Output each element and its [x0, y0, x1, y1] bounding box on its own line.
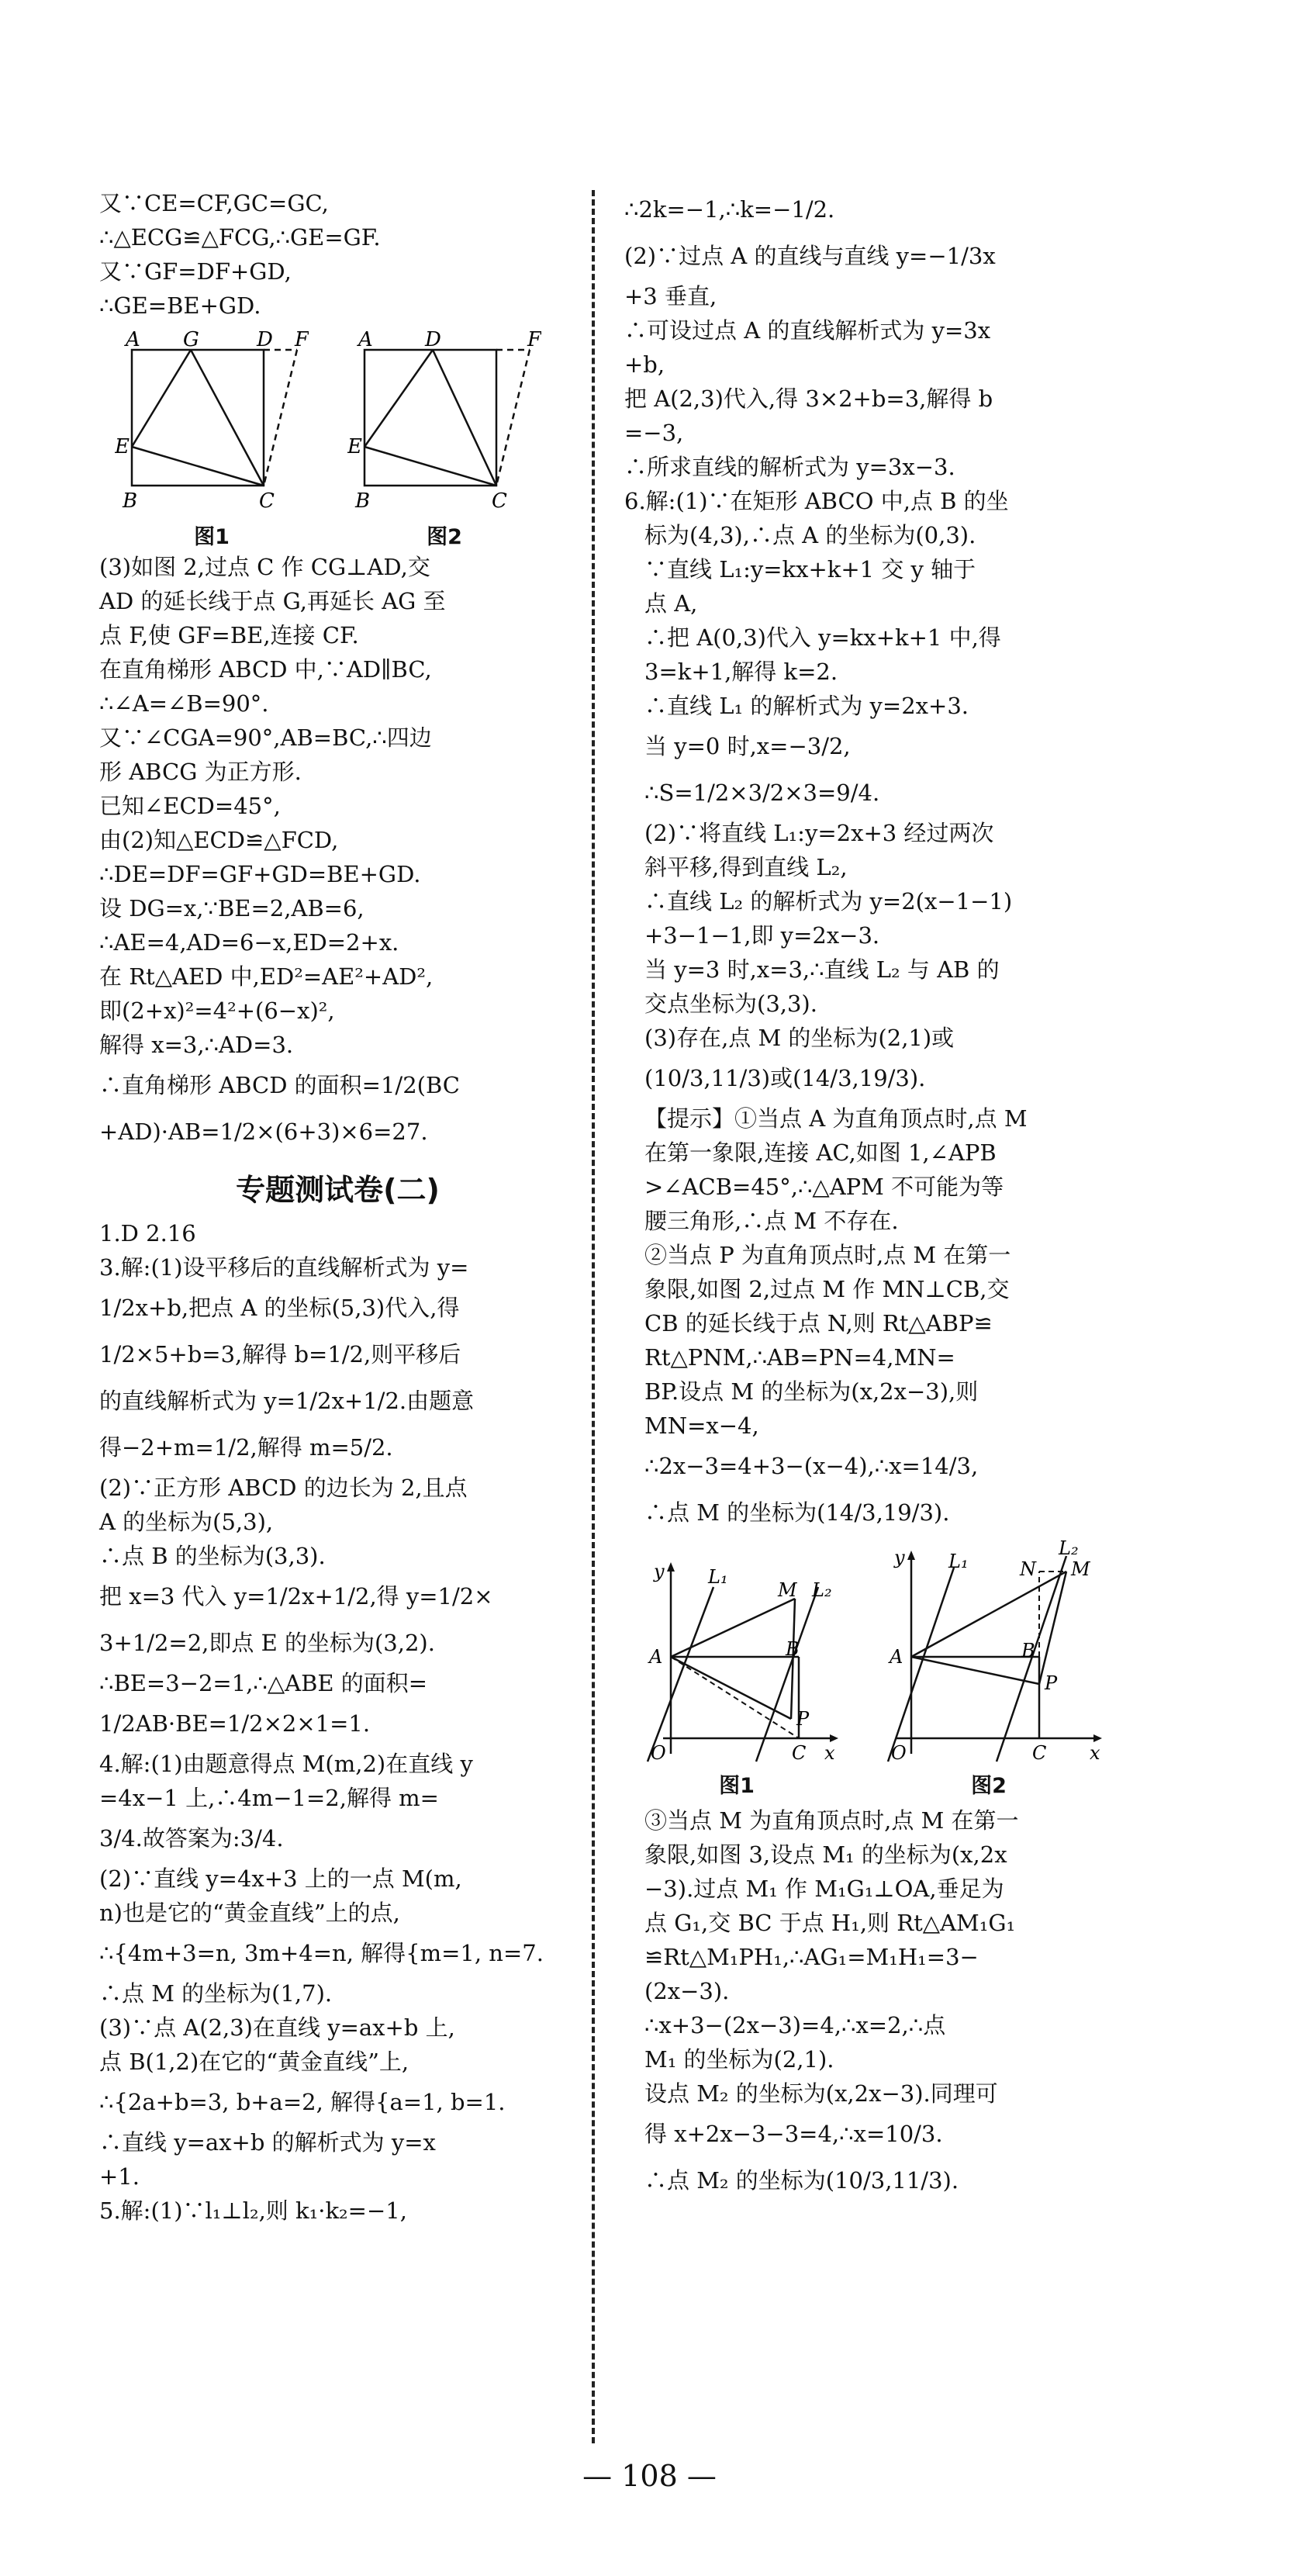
text-line: =−3, [624, 420, 684, 446]
figure-2-caption: 图2 [427, 525, 462, 549]
text-line: 在直角梯形 ABCD 中,∵AD∥BC, [99, 656, 432, 683]
text-line: n)也是它的“黄金直线”上的点, [99, 1900, 400, 1926]
label-L1: L₁ [708, 1566, 728, 1588]
text-line: Rt△PNM,∴AB=PN=4,MN= [644, 1344, 955, 1371]
text-line: ∴把 A(0,3)代入 y=kx+k+1 中,得 [644, 624, 1001, 651]
text-line: ∴BE=3−2=1,∴△ABE 的面积= [99, 1670, 428, 1696]
text-line: ∴△ECG≌△FCG,∴GE=GF. [99, 224, 381, 251]
label-L2: L₂ [812, 1579, 832, 1601]
text-line: (3)存在,点 M 的坐标为(2,1)或 [644, 1025, 955, 1051]
label-B: B [123, 489, 138, 513]
text-line: 交点坐标为(3,3). [644, 991, 817, 1017]
text-line: 3/4.故答案为:3/4. [99, 1825, 284, 1852]
figure-2-diagram [347, 330, 541, 517]
text-line: 当 y=0 时,x=−3/2, [644, 733, 851, 759]
text-line: ∴所求直线的解析式为 y=3x−3. [624, 454, 955, 480]
text-line: 得−2+m=1/2,解得 m=5/2. [99, 1434, 393, 1461]
text-line: 【提示】①当点 A 为直角顶点时,点 M [644, 1105, 1028, 1132]
text-line: ∴S=1/2×3/2×3=9/4. [644, 780, 880, 806]
left-mid-text [99, 550, 576, 1155]
text-line: ∴直线 L₂ 的解析式为 y=2(x−1−1) [644, 888, 1013, 915]
text-line: +1. [99, 2163, 140, 2190]
left-top-text [99, 186, 576, 323]
text-line: 象限,如图 3,设点 M₁ 的坐标为(x,2x [644, 1841, 1007, 1868]
text-line: 1/2AB·BE=1/2×2×1=1. [99, 1710, 371, 1737]
text-line: 点 F,使 GF=BE,连接 CF. [99, 622, 359, 648]
text-line: +AD)·AB=1/2×(6+3)×6=27. [99, 1119, 428, 1145]
right-column [624, 186, 1101, 2204]
text-line: ∴可设过点 A 的直线解析式为 y=3x [624, 317, 991, 344]
text-line: 点 G₁,交 BC 于点 H₁,则 Rt△AM₁G₁ [644, 1910, 1016, 1936]
right-top-text [624, 186, 1101, 1536]
coord-figure-2-diagram [872, 1540, 1105, 1765]
label-x: x [1090, 1742, 1100, 1764]
text-line: 又∵GF=DF+GD, [99, 258, 292, 285]
text-line: +b, [624, 351, 665, 378]
label-y: y [894, 1547, 905, 1568]
text-line: 斜平移,得到直线 L₂, [644, 854, 848, 880]
text-line: (2)∵将直线 L₁:y=2x+3 经过两次 [644, 820, 994, 846]
text-line: 1/2x+b,把点 A 的坐标(5,3)代入,得 [99, 1295, 460, 1321]
figure-1-caption: 图1 [194, 525, 230, 549]
text-line: ∴点 M 的坐标为(1,7). [99, 1980, 333, 2007]
text-line: +3 垂直, [624, 283, 717, 309]
right-bottom-text [624, 1803, 1101, 2204]
text-line: 5.解:(1)∵l₁⊥l₂,则 k₁·k₂=−1, [99, 2197, 407, 2224]
text-line: −3).过点 M₁ 作 M₁G₁⊥OA,垂足为 [644, 1876, 1004, 1902]
coord-figure-1-diagram [632, 1540, 841, 1765]
text-line: ∴AE=4,AD=6−x,ED=2+x. [99, 929, 399, 956]
text-line: 6.解:(1)∵在矩形 ABCO 中,点 B 的坐 [624, 488, 1009, 514]
text-line: ∴点 M 的坐标为(14/3,19/3). [644, 1499, 950, 1526]
label-P: P [1045, 1672, 1058, 1694]
text-line: ∴直线 L₁ 的解析式为 y=2x+3. [644, 693, 969, 719]
coordinate-figures [632, 1540, 1101, 1799]
label-D: D [425, 330, 441, 351]
text-line: 象限,如图 2,过点 M 作 MN⊥CB,交 [644, 1276, 1010, 1302]
text-line: 由(2)知△ECD≌△FCD, [99, 827, 339, 853]
label-B: B [1021, 1640, 1035, 1661]
page-number: — 108 — [582, 2459, 717, 2493]
coord-figure-1 [632, 1540, 841, 1799]
text-line: 点 A, [644, 590, 698, 617]
figure-2 [347, 330, 541, 550]
label-y: y [654, 1561, 665, 1582]
text-line: A 的坐标为(5,3), [99, 1509, 274, 1535]
left-bottom-text [99, 1216, 576, 2228]
label-B: B [355, 489, 371, 513]
text-line: ∴{4m+3=n, 3m+4=n, 解得{m=1, n=7. [99, 1940, 544, 1966]
text-line: 1/2×5+b=3,解得 b=1/2,则平移后 [99, 1341, 461, 1368]
label-C: C [1032, 1742, 1047, 1764]
label-F: F [527, 330, 541, 351]
label-A: A [649, 1646, 663, 1668]
label-F: F [295, 330, 309, 351]
label-N: N [1020, 1558, 1036, 1580]
label-A: A [126, 330, 140, 351]
text-line: CB 的延长线于点 N,则 Rt△ABP≌ [644, 1310, 993, 1336]
figure-1 [115, 330, 309, 550]
text-line: ≌Rt△M₁PH₁,∴AG₁=M₁H₁=3− [644, 1944, 979, 1970]
text-line: 即(2+x)²=4²+(6−x)², [99, 998, 335, 1024]
text-line: M₁ 的坐标为(2,1). [644, 2046, 834, 2073]
label-A: A [358, 330, 373, 351]
text-line: 形 ABCG 为正方形. [99, 759, 302, 785]
text-line: ②当点 P 为直角顶点时,点 M 在第一 [644, 1242, 1011, 1268]
text-line: 点 B(1,2)在它的“黄金直线”上, [99, 2049, 409, 2075]
text-line: 又∵∠CGA=90°,AB=BC,∴四边 [99, 724, 432, 751]
text-line: 标为(4,3),∴点 A 的坐标为(0,3). [644, 522, 976, 548]
text-line: 在 Rt△AED 中,ED²=AE²+AD², [99, 963, 434, 990]
text-line: 3=k+1,解得 k=2. [644, 659, 838, 685]
text-line: =4x−1 上,∴4m−1=2,解得 m= [99, 1785, 439, 1811]
text-line: 1.D 2.16 [99, 1220, 196, 1247]
label-D: D [257, 330, 273, 351]
text-line: (2)∵过点 A 的直线与直线 y=−1/3x [624, 243, 996, 269]
coord-figure-2 [872, 1540, 1105, 1799]
coord-figure-1-caption: 图1 [719, 1774, 755, 1798]
square-figures [115, 330, 576, 550]
text-line: 当 y=3 时,x=3,∴直线 L₂ 与 AB 的 [644, 956, 1000, 983]
label-A: A [890, 1646, 903, 1668]
text-line: 腰三角形,∴点 M 不存在. [644, 1208, 899, 1234]
text-line: 在第一象限,连接 AC,如图 1,∠APB [644, 1139, 997, 1166]
left-column [99, 186, 576, 2228]
text-line: (2)∵直线 y=4x+3 上的一点 M(m, [99, 1865, 462, 1892]
section-title: 专题测试卷(二) [236, 1173, 440, 1207]
text-line: 设 DG=x,∵BE=2,AB=6, [99, 895, 364, 921]
text-line: ∴直角梯形 ABCD 的面积=1/2(BC [99, 1072, 460, 1098]
text-line: (3)∵点 A(2,3)在直线 y=ax+b 上, [99, 2014, 455, 2041]
text-line: MN=x−4, [644, 1412, 759, 1439]
text-line: ③当点 M 为直角顶点时,点 M 在第一 [644, 1807, 1019, 1834]
label-M: M [1071, 1558, 1090, 1580]
label-L1: L₁ [948, 1551, 969, 1572]
text-line: 3.解:(1)设平移后的直线解析式为 y= [99, 1254, 469, 1281]
label-B: B [786, 1638, 800, 1660]
text-line: 把 A(2,3)代入,得 3×2+b=3,解得 b [624, 386, 993, 412]
text-line: ∴GE=BE+GD. [99, 292, 261, 319]
label-G: G [183, 330, 199, 351]
coord-figure-2-caption: 图2 [971, 1774, 1007, 1798]
text-line: ∴2x−3=4+3−(x−4),∴x=14/3, [644, 1453, 979, 1479]
text-line: 的直线解析式为 y=1/2x+1/2.由题意 [99, 1388, 475, 1414]
text-line: ∴直线 y=ax+b 的解析式为 y=x [99, 2129, 436, 2156]
text-line: (2x−3). [644, 1978, 730, 2004]
text-line: >∠ACB=45°,∴△APM 不可能为等 [644, 1174, 1004, 1200]
text-line: 得 x+2x−3−3=4,∴x=10/3. [644, 2121, 943, 2147]
column-divider [592, 190, 595, 2443]
label-C: C [492, 489, 507, 513]
text-line: AD 的延长线于点 G,再延长 AG 至 [99, 588, 446, 614]
label-P: P [796, 1708, 810, 1730]
text-line: 又∵CE=CF,GC=GC, [99, 190, 329, 216]
text-line: ∴DE=DF=GF+GD=BE+GD. [99, 861, 421, 887]
label-M: M [778, 1579, 797, 1601]
text-line: BP.设点 M 的坐标为(x,2x−3),则 [644, 1378, 979, 1405]
label-E: E [115, 435, 130, 458]
text-line: ∴点 M₂ 的坐标为(10/3,11/3). [644, 2167, 959, 2194]
text-line: ∴2k=−1,∴k=−1/2. [624, 196, 835, 223]
text-line: ∵直线 L₁:y=kx+k+1 交 y 轴于 [644, 556, 976, 583]
label-x: x [824, 1742, 835, 1764]
text-line: 已知∠ECD=45°, [99, 793, 281, 819]
text-line: 设点 M₂ 的坐标为(x,2x−3).同理可 [644, 2080, 998, 2107]
text-line: ∴∠A=∠B=90°. [99, 690, 269, 717]
text-line: 把 x=3 代入 y=1/2x+1/2,得 y=1/2× [99, 1583, 493, 1610]
text-line: 4.解:(1)由题意得点 M(m,2)在直线 y [99, 1751, 473, 1777]
text-line: (10/3,11/3)或(14/3,19/3). [644, 1065, 926, 1091]
text-line: (2)∵正方形 ABCD 的边长为 2,且点 [99, 1475, 468, 1501]
text-line: (3)如图 2,过点 C 作 CG⊥AD,交 [99, 554, 430, 580]
figure-1-diagram [115, 330, 309, 517]
text-line: 3+1/2=2,即点 E 的坐标为(3,2). [99, 1630, 435, 1656]
label-O: O [651, 1742, 666, 1764]
label-C: C [792, 1742, 807, 1764]
text-line: ∴x+3−(2x−3)=4,∴x=2,∴点 [644, 2012, 946, 2038]
label-O: O [891, 1742, 907, 1764]
text-line: ∴点 B 的坐标为(3,3). [99, 1543, 326, 1569]
text-line: 解得 x=3,∴AD=3. [99, 1032, 294, 1058]
label-L2: L₂ [1059, 1540, 1079, 1559]
label-C: C [259, 489, 275, 513]
text-line: ∴{2a+b=3, b+a=2, 解得{a=1, b=1. [99, 2089, 506, 2115]
text-line: +3−1−1,即 y=2x−3. [644, 922, 880, 949]
label-E: E [347, 435, 362, 458]
